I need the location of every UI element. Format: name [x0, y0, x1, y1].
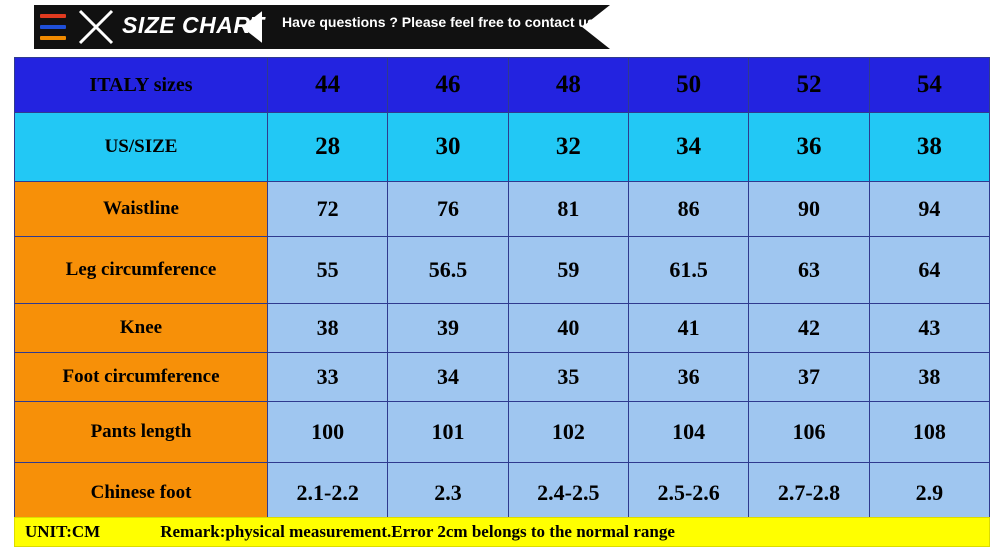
cell: 86	[628, 182, 748, 237]
cell: 50	[628, 58, 748, 113]
cell: 76	[388, 182, 508, 237]
cell: 43	[869, 304, 989, 353]
table-row	[15, 402, 990, 463]
cell: 63	[749, 237, 869, 304]
table-row	[15, 237, 990, 304]
row-label: Foot circumference	[15, 353, 268, 402]
cell: 37	[749, 353, 869, 402]
cell: 42	[749, 304, 869, 353]
table-row	[15, 353, 990, 402]
table-row	[15, 463, 990, 524]
page-header	[0, 0, 1004, 55]
cell: 36	[628, 353, 748, 402]
cell: 100	[268, 402, 388, 463]
hamburger-line-1	[40, 14, 66, 18]
cell: 81	[508, 182, 628, 237]
cell: 56.5	[388, 237, 508, 304]
cell: 101	[388, 402, 508, 463]
cell: 104	[628, 402, 748, 463]
remark-label: Remark:physical measurement.Error 2cm belongs to the normal range	[160, 522, 675, 541]
contact-text: Have questions ? Please feel free to contact us.	[282, 14, 599, 30]
row-label: Waistline	[15, 182, 268, 237]
table-row	[15, 182, 990, 237]
size-chart-table	[14, 57, 990, 524]
cell: 46	[388, 58, 508, 113]
unit-label: UNIT:CM	[25, 522, 101, 541]
cell: 2.5-2.6	[628, 463, 748, 524]
cell: 54	[869, 58, 989, 113]
cell: 38	[869, 113, 989, 182]
cell: 108	[869, 402, 989, 463]
row-label: Leg circumference	[15, 237, 268, 304]
row-label: Knee	[15, 304, 268, 353]
hamburger-line-3	[40, 36, 66, 40]
cell: 55	[268, 237, 388, 304]
table-row	[15, 113, 990, 182]
footer-note	[14, 517, 990, 547]
brand-title: SIZE CHART	[122, 12, 265, 38]
cell: 52	[749, 58, 869, 113]
table-row	[15, 304, 990, 353]
cell: 28	[268, 113, 388, 182]
row-label: Chinese foot	[15, 463, 268, 524]
cell: 39	[388, 304, 508, 353]
cell: 72	[268, 182, 388, 237]
row-label: Pants length	[15, 402, 268, 463]
cell: 90	[749, 182, 869, 237]
cell: 2.1-2.2	[268, 463, 388, 524]
hamburger-line-2	[40, 25, 66, 29]
cell: 38	[869, 353, 989, 402]
row-label: US/SIZE	[15, 113, 268, 182]
cell: 38	[268, 304, 388, 353]
cell: 2.4-2.5	[508, 463, 628, 524]
cell: 35	[508, 353, 628, 402]
cell: 2.9	[869, 463, 989, 524]
cell: 36	[749, 113, 869, 182]
table-row	[15, 58, 990, 113]
cell: 34	[628, 113, 748, 182]
logo-x-icon	[76, 7, 116, 47]
cell: 2.7-2.8	[749, 463, 869, 524]
cell: 102	[508, 402, 628, 463]
cell: 59	[508, 237, 628, 304]
cell: 34	[388, 353, 508, 402]
cell: 30	[388, 113, 508, 182]
row-label: ITALY sizes	[15, 58, 268, 113]
cell: 61.5	[628, 237, 748, 304]
cell: 48	[508, 58, 628, 113]
cell: 41	[628, 304, 748, 353]
cell: 33	[268, 353, 388, 402]
hamburger-menu-icon[interactable]	[40, 14, 66, 40]
cell: 94	[869, 182, 989, 237]
cell: 32	[508, 113, 628, 182]
size-table-wrapper	[14, 57, 990, 524]
cell: 40	[508, 304, 628, 353]
cell: 64	[869, 237, 989, 304]
cell: 2.3	[388, 463, 508, 524]
cell: 44	[268, 58, 388, 113]
cell: 106	[749, 402, 869, 463]
